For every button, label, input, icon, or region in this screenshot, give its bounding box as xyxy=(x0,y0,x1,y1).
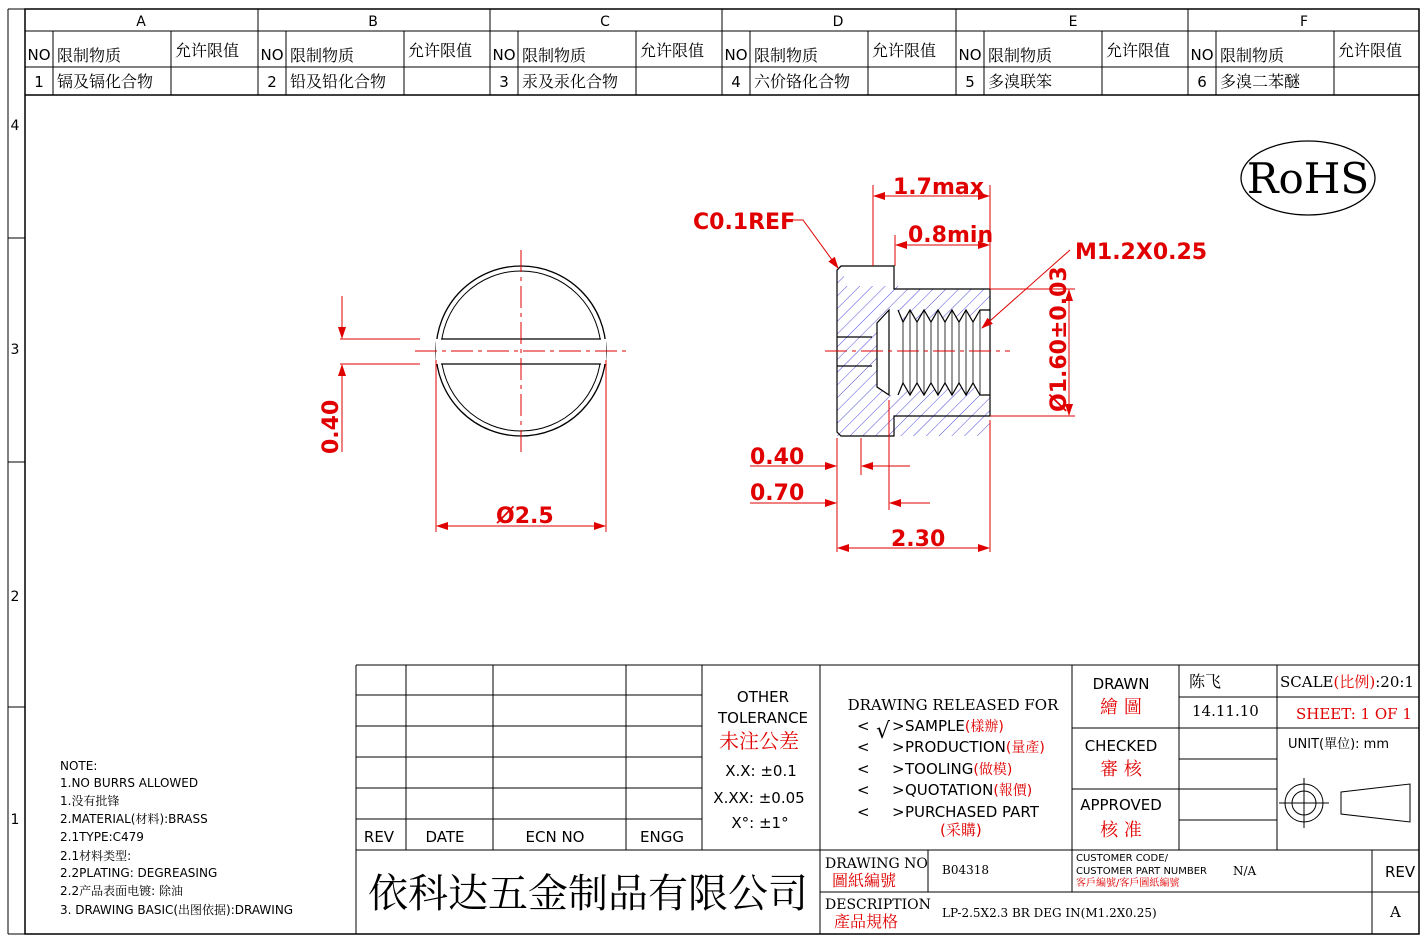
customer-code-label-2: CUSTOMER PART NUMBER xyxy=(1076,866,1207,877)
thread-diameter-dim: Ø1.60±0.03 xyxy=(1047,266,1072,412)
scale-row xyxy=(1280,673,1414,691)
rev-col-header: REV xyxy=(363,828,395,846)
row-no: 4 xyxy=(731,73,741,91)
row-substance: 镉及镉化合物 xyxy=(57,72,154,91)
row-substance: 多溴二苯醚 xyxy=(1220,72,1301,91)
chamfer-dim: C0.1REF xyxy=(693,210,796,235)
col-header-no: NO xyxy=(492,46,516,64)
projection-symbol-icon xyxy=(1279,778,1410,828)
rev-label: REV xyxy=(1385,863,1416,881)
zone-col-d: D xyxy=(832,14,844,30)
tolerance-xxx: X.XX: ±0.05 xyxy=(713,789,805,807)
description: LP-2.5X2.3 BR DEG IN(M1.2X0.25) xyxy=(942,906,1157,920)
row-no: 2 xyxy=(267,73,277,91)
col-header-limit: 允许限值 xyxy=(408,41,473,60)
restricted-substances-table xyxy=(25,31,1419,95)
col-header-no: NO xyxy=(1190,46,1214,64)
scale-label: SCALE xyxy=(1280,673,1334,691)
notes-block xyxy=(60,759,293,917)
zone-col-b: B xyxy=(368,14,378,30)
zone-row-2: 2 xyxy=(10,589,20,605)
sample-check-mark: √ xyxy=(876,719,891,744)
col-header-limit: 允许限值 xyxy=(872,41,937,60)
release-item-cn: (量產) xyxy=(1005,740,1045,756)
note-line: 2.2产品表面电镀: 除油 xyxy=(60,884,183,898)
company-name: 依科达五金制品有限公司 xyxy=(368,871,808,917)
col-header-no: NO xyxy=(260,46,284,64)
release-item-cn: (做模) xyxy=(973,762,1013,778)
customer-code: N/A xyxy=(1233,864,1257,878)
col-header-no: NO xyxy=(958,46,982,64)
thread-spec-dim: M1.2X0.25 xyxy=(1075,240,1208,265)
release-item-en: PURCHASED PART xyxy=(905,803,1039,821)
zone-col-a: A xyxy=(136,14,146,30)
zone-row-3: 3 xyxy=(10,342,20,358)
release-bracket-close: > xyxy=(892,803,905,821)
release-bracket-close: > xyxy=(892,760,905,778)
thread-min-dim: 0.8min xyxy=(908,223,994,248)
release-item xyxy=(905,803,1040,821)
ecn-col-header: ECN NO xyxy=(525,828,585,846)
note-line: 1.NO BURRS ALLOWED xyxy=(60,776,199,790)
row-no: 6 xyxy=(1197,73,1207,91)
zone-col-e: E xyxy=(1068,14,1078,30)
release-item-en: SAMPLE xyxy=(905,717,965,735)
release-item xyxy=(905,717,1004,735)
tolerance-deg: X°: ±1° xyxy=(731,814,789,832)
customer-code-label-1: CUSTOMER CODE/ xyxy=(1076,853,1168,864)
notes-title: NOTE: xyxy=(60,759,98,773)
release-bracket-open: < xyxy=(857,760,870,778)
unit-label-cn: (單位) xyxy=(1319,737,1356,752)
zone-row-1: 1 xyxy=(10,812,20,828)
note-line: 3. DRAWING BASIC(出图依据):DRAWING xyxy=(60,903,294,917)
tolerance-xx: X.X: ±0.1 xyxy=(725,762,797,780)
sheet-number: SHEET: 1 OF 1 xyxy=(1296,705,1412,723)
note-line: 2.1材料类型: xyxy=(60,849,132,863)
release-bracket-open: < xyxy=(857,803,870,821)
release-bracket-close: > xyxy=(892,717,905,735)
release-bracket-close: > xyxy=(892,738,905,756)
date-col-header: DATE xyxy=(425,828,465,846)
note-line: 1.没有批锋 xyxy=(60,794,120,808)
slot-width-dim: 0.40 xyxy=(319,399,344,454)
total-length-dim: 2.30 xyxy=(891,527,946,552)
checked-label-cn: 審 核 xyxy=(1100,759,1142,780)
row-no: 1 xyxy=(34,73,44,91)
drawn-label-cn: 繪 圖 xyxy=(1100,697,1142,718)
release-title: DRAWING RELEASED FOR xyxy=(847,696,1059,714)
col-header-substance: 限制物质 xyxy=(522,46,587,65)
head-height-1-dim: 0.40 xyxy=(750,445,805,470)
row-substance: 汞及汞化合物 xyxy=(522,72,619,91)
release-item xyxy=(905,781,1032,799)
release-item-en: QUOTATION xyxy=(905,781,994,799)
zone-col-c: C xyxy=(600,14,610,30)
release-block xyxy=(848,696,1059,839)
note-line: 2.MATERIAL(材料):BRASS xyxy=(60,812,208,826)
description-label: DESCRIPTION xyxy=(825,897,931,913)
release-item-cn: (樣辦) xyxy=(964,719,1004,735)
col-header-limit: 允许限值 xyxy=(640,41,705,60)
col-header-limit: 允许限值 xyxy=(1338,41,1403,60)
release-item-cn: (采購) xyxy=(940,821,982,839)
rohs-badge xyxy=(1241,141,1375,215)
tolerance-title-1: OTHER xyxy=(736,688,790,706)
drawn-label: DRAWN xyxy=(1092,675,1150,693)
tolerance-title-cn: 未注公差 xyxy=(719,729,799,753)
drawing-no: B04318 xyxy=(942,863,989,877)
col-header-limit: 允许限值 xyxy=(175,41,240,60)
rohs-label: RoHS xyxy=(1246,154,1370,203)
description-label-cn: 產品規格 xyxy=(834,912,899,931)
col-header-substance: 限制物质 xyxy=(1220,46,1285,65)
zone-col-f: F xyxy=(1299,14,1309,30)
col-header-substance: 限制物质 xyxy=(57,46,122,65)
customer-code-label-cn: 客戶編號/客戶圖紙編號 xyxy=(1076,878,1180,889)
tolerance-block xyxy=(713,688,808,832)
col-header-substance: 限制物质 xyxy=(988,46,1053,65)
note-line: 2.2PLATING: DEGREASING xyxy=(60,866,218,880)
checked-label: CHECKED xyxy=(1084,737,1158,755)
head-height-2-dim: 0.70 xyxy=(750,481,805,506)
unit-row xyxy=(1288,737,1389,752)
release-item-en: TOOLING xyxy=(905,760,974,778)
approved-label: APPROVED xyxy=(1080,796,1162,814)
release-item xyxy=(904,760,1012,778)
col-header-no: NO xyxy=(27,46,51,64)
drawing-no-label: DRAWING NO xyxy=(825,856,928,872)
release-bracket-open: < xyxy=(857,781,870,799)
note-line: 2.1TYPE:C479 xyxy=(60,830,144,844)
release-item-cn: (報價) xyxy=(993,783,1033,799)
release-bracket-close: > xyxy=(892,781,905,799)
tolerance-title-2: TOLERANCE xyxy=(717,709,809,727)
front-view xyxy=(415,250,630,452)
release-item-en: PRODUCTION xyxy=(905,738,1006,756)
zone-row-4: 4 xyxy=(10,118,20,134)
drawn-by: 陈飞 xyxy=(1189,672,1222,691)
col-header-no: NO xyxy=(724,46,748,64)
scale-value: :20:1 xyxy=(1375,673,1414,691)
head-diameter-dim: Ø2.5 xyxy=(496,504,554,529)
rev-value: A xyxy=(1390,903,1401,921)
row-no: 5 xyxy=(965,73,975,91)
row-substance: 多溴联笨 xyxy=(988,72,1053,91)
row-substance: 六价铬化合物 xyxy=(754,72,851,91)
length-max-dim: 1.7max xyxy=(893,175,984,200)
title-block xyxy=(356,665,1419,934)
drawn-date: 14.11.10 xyxy=(1192,702,1259,720)
unit-value: : mm xyxy=(1355,737,1390,752)
section-view xyxy=(825,266,1010,436)
release-bracket-open: < xyxy=(857,738,870,756)
release-bracket-open: < xyxy=(857,717,870,735)
engg-col-header: ENGG xyxy=(640,828,684,846)
scale-label-cn: (比例) xyxy=(1333,673,1376,691)
release-item xyxy=(905,738,1045,756)
col-header-substance: 限制物质 xyxy=(754,46,819,65)
unit-label: UNIT xyxy=(1288,737,1320,752)
col-header-limit: 允许限值 xyxy=(1106,41,1171,60)
drawing-no-label-cn: 圖紙編號 xyxy=(832,871,897,890)
row-no: 3 xyxy=(499,73,509,91)
col-header-substance: 限制物质 xyxy=(290,46,355,65)
row-substance: 铅及铅化合物 xyxy=(290,72,387,91)
approved-label-cn: 核 准 xyxy=(1100,820,1142,841)
